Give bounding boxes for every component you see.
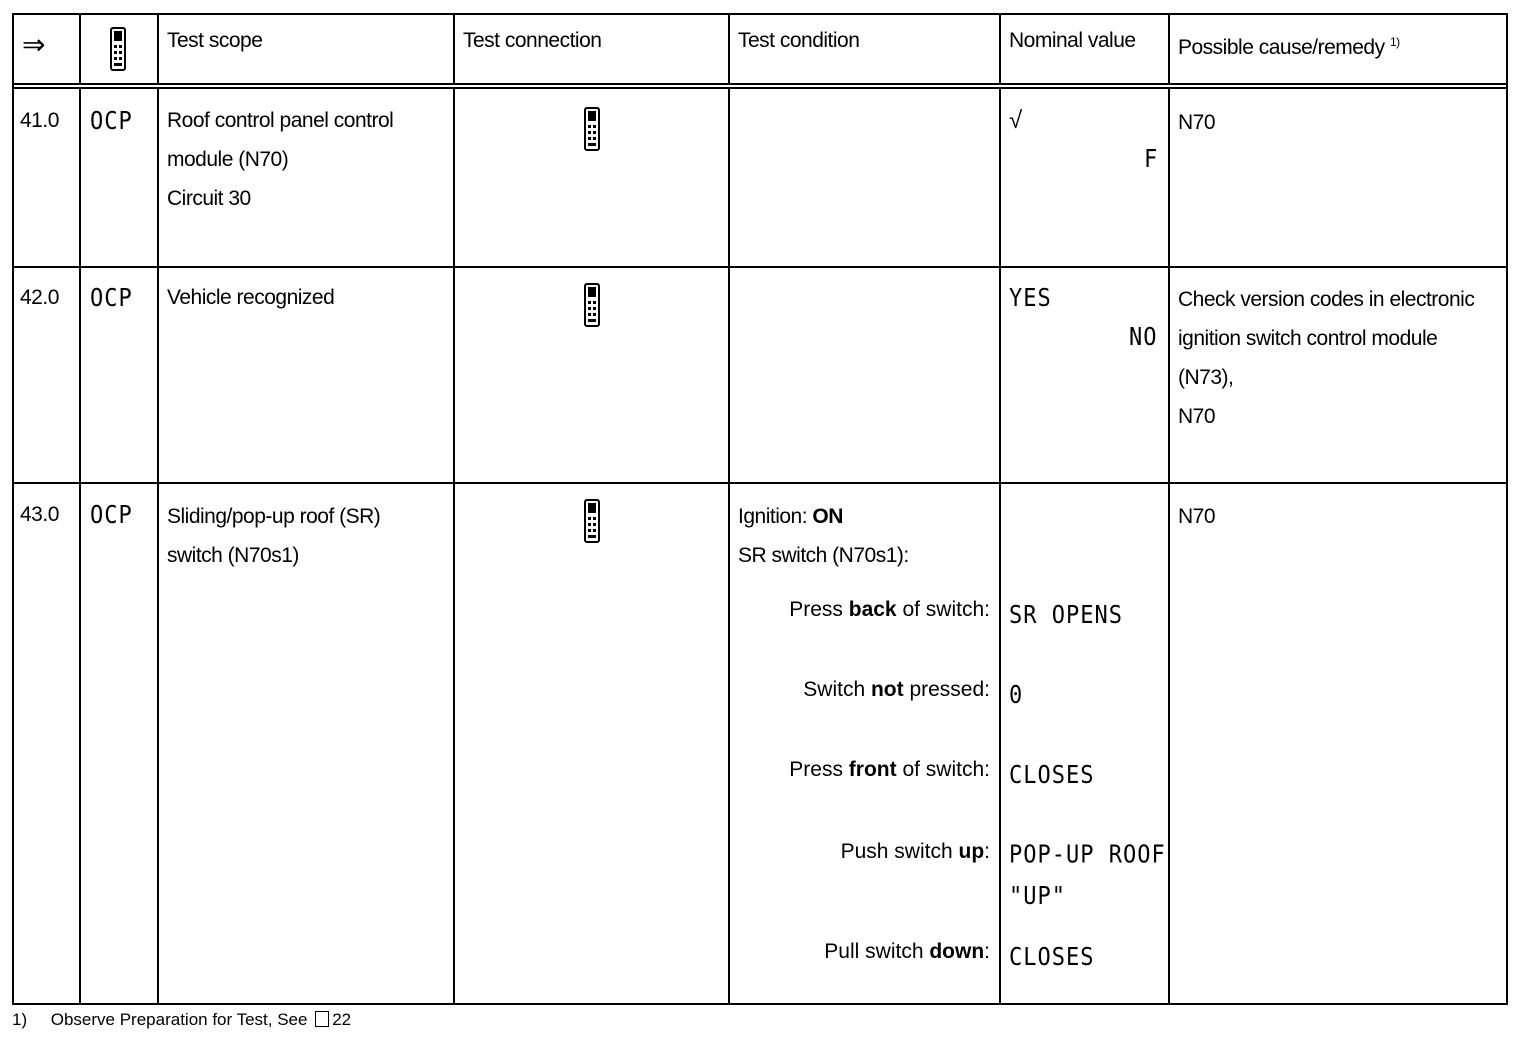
scope-line: Roof control panel control bbox=[167, 109, 394, 132]
handheld-tester-icon bbox=[110, 27, 126, 71]
col-divider bbox=[999, 15, 1001, 1003]
condition-text: Push switch bbox=[840, 840, 959, 863]
row-divider bbox=[14, 266, 1506, 268]
remedy-line: Check version codes in electronic bbox=[1178, 288, 1475, 311]
condition-sr-switch: SR switch (N70s1): bbox=[738, 544, 909, 567]
footnote bbox=[12, 1010, 351, 1030]
header-possible-cause-label: Possible cause/remedy bbox=[1178, 36, 1385, 59]
condition-text: Pull switch bbox=[824, 940, 930, 963]
remedy-line: N70 bbox=[1178, 505, 1216, 528]
col-divider bbox=[1168, 15, 1170, 1003]
unit-code: OCP bbox=[90, 107, 133, 136]
nominal-value-no: NO bbox=[1129, 323, 1158, 352]
nominal-value-ok: √ bbox=[1009, 107, 1022, 134]
header-nominal-value: Nominal value bbox=[1009, 29, 1136, 52]
condition-text: Press bbox=[789, 758, 849, 781]
test-scope-cell bbox=[167, 278, 334, 317]
test-table bbox=[12, 13, 1508, 1005]
handheld-tester-icon bbox=[584, 283, 600, 327]
remedy-line: (N73), bbox=[1178, 366, 1234, 389]
display-value: CLOSES bbox=[1009, 943, 1095, 972]
condition-ignition-label: Ignition: bbox=[738, 505, 813, 528]
display-value: CLOSES bbox=[1009, 761, 1095, 790]
scope-line: Vehicle recognized bbox=[167, 286, 335, 309]
condition-push-up bbox=[730, 840, 990, 864]
footnote-text: Observe Preparation for Test, See bbox=[50, 1010, 308, 1029]
remedy-cell bbox=[1178, 280, 1474, 436]
footnote-page: 22 bbox=[332, 1010, 352, 1029]
display-value-line: "UP" bbox=[1009, 882, 1066, 911]
handheld-tester-icon bbox=[584, 107, 600, 151]
step-number: 42.0 bbox=[20, 286, 59, 309]
step-number: 41.0 bbox=[20, 109, 59, 132]
col-divider bbox=[453, 15, 455, 1003]
condition-press-front bbox=[730, 758, 990, 782]
condition-emphasis: front bbox=[848, 758, 897, 781]
display-value-line: POP-UP ROOF bbox=[1009, 840, 1166, 870]
condition-text: pressed: bbox=[903, 678, 990, 701]
scope-line: Circuit 30 bbox=[167, 187, 251, 210]
test-scope-cell bbox=[167, 497, 380, 575]
remedy-line: N70 bbox=[1178, 405, 1216, 428]
condition-text: Switch bbox=[803, 678, 871, 701]
header-test-condition: Test condition bbox=[738, 29, 860, 52]
unit-code: OCP bbox=[90, 284, 133, 313]
condition-emphasis: down bbox=[929, 940, 985, 963]
condition-text: of switch: bbox=[896, 758, 990, 781]
remedy-cell bbox=[1178, 103, 1215, 142]
display-value bbox=[1009, 835, 1166, 918]
remedy-line: ignition switch control module bbox=[1178, 327, 1438, 350]
condition-text: of switch: bbox=[896, 598, 990, 621]
display-value: SR OPENS bbox=[1009, 601, 1123, 630]
condition-not-pressed bbox=[730, 678, 990, 702]
handheld-tester-icon bbox=[584, 499, 600, 543]
row-divider bbox=[14, 482, 1506, 484]
header-test-connection: Test connection bbox=[463, 29, 602, 52]
condition-text: : bbox=[984, 940, 990, 963]
test-scope-cell bbox=[167, 101, 393, 218]
condition-ignition bbox=[738, 497, 843, 536]
header-possible-cause bbox=[1178, 23, 1400, 67]
condition-press-back bbox=[730, 598, 990, 622]
condition-text: Press bbox=[789, 598, 849, 621]
footnote-ref: 1) bbox=[1389, 35, 1400, 49]
unit-code: OCP bbox=[90, 501, 133, 530]
scope-line: switch (N70s1) bbox=[167, 544, 299, 567]
nominal-value-fault: F bbox=[1144, 145, 1159, 174]
condition-emphasis: up bbox=[958, 840, 985, 863]
right-double-arrow-icon: ⇒ bbox=[22, 29, 45, 60]
scope-line: Sliding/pop-up roof (SR) bbox=[167, 505, 381, 528]
header-test-scope: Test scope bbox=[167, 29, 263, 52]
remedy-line: N70 bbox=[1178, 111, 1216, 134]
scope-line: module (N70) bbox=[167, 148, 289, 171]
remedy-cell bbox=[1178, 497, 1215, 536]
condition-emphasis: back bbox=[848, 598, 897, 621]
condition-emphasis: not bbox=[870, 678, 904, 701]
condition-text: : bbox=[984, 840, 990, 863]
condition-ignition-value: ON bbox=[812, 505, 843, 528]
col-divider bbox=[79, 15, 81, 1003]
nominal-value-yes: YES bbox=[1009, 284, 1052, 313]
display-value: 0 bbox=[1009, 681, 1024, 710]
footnote-number: 1) bbox=[12, 1010, 28, 1029]
step-number: 43.0 bbox=[20, 503, 59, 526]
header-divider bbox=[14, 83, 1506, 89]
book-icon bbox=[315, 1011, 329, 1027]
condition-pull-down bbox=[730, 940, 990, 964]
col-divider bbox=[157, 15, 159, 1003]
